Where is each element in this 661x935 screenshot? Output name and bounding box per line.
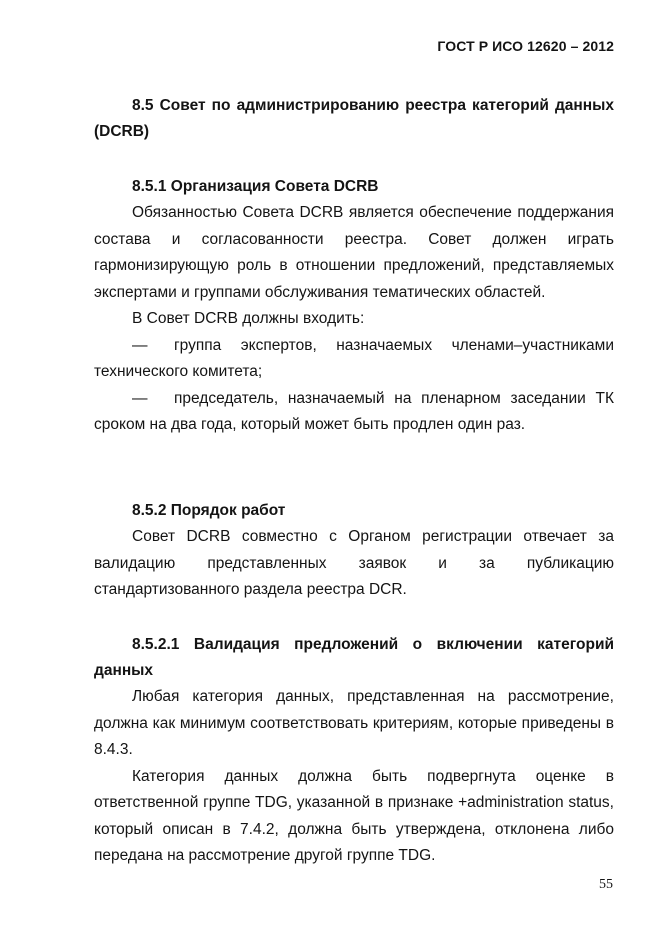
dash-marker: — bbox=[132, 389, 148, 407]
paragraph: В Совет DCRB должны входить: bbox=[132, 310, 365, 327]
heading-8-5-2-1: 8.5.2.1 Валидация предложений о включении категорий данных bbox=[94, 636, 614, 679]
section-8-5-1 bbox=[94, 174, 614, 439]
list-item bbox=[94, 386, 614, 439]
dash-marker: — bbox=[132, 336, 148, 354]
section-8-5 bbox=[94, 93, 614, 145]
heading-8-5-1: 8.5.1 Организация Совета DCRB bbox=[132, 178, 379, 195]
standard-header: ГОСТ Р ИСО 12620 – 2012 bbox=[437, 38, 614, 54]
section-8-5-2 bbox=[94, 498, 614, 604]
heading-8-5-2: 8.5.2 Порядок работ bbox=[132, 502, 286, 519]
heading-8-5: 8.5 Совет по администрированию реестра категорий данных (DCRB) bbox=[94, 97, 614, 140]
list-item-text: председатель, назначаемый на пленарном заседании ТК сроком на два года, который может быть продлен один раз. bbox=[94, 389, 614, 433]
paragraph: Любая категория данных, представленная на рассмотрение, должна как минимум соответствовать критериям, которые приведены в 8.4.3. bbox=[94, 688, 614, 758]
paragraph: Обязанностью Совета DCRB является обеспечение поддержания состава и согласованности реестра. Совет должен играть гармонизирующую роль в отношении предложений, представляемых экспертами и группами обслуживания тематических областей. bbox=[94, 204, 614, 301]
section-8-5-2-1 bbox=[94, 632, 614, 870]
list-item bbox=[94, 333, 614, 386]
paragraph: Совет DCRB совместно с Органом регистрации отвечает за валидацию представленных заявок и за публикацию стандартизованного раздела реестра DCR. bbox=[94, 528, 614, 598]
list-item-text: группа экспертов, назначаемых членами–участниками технического комитета; bbox=[94, 336, 614, 380]
paragraph: Категория данных должна быть подвергнута оценке в ответственной группе TDG, указанной в признаке +administration status, который описан в 7.4.2, должна быть утверждена, отклонена либо передана на рассмотрение другой группе TDG. bbox=[94, 767, 614, 864]
page-number: 55 bbox=[599, 877, 613, 892]
